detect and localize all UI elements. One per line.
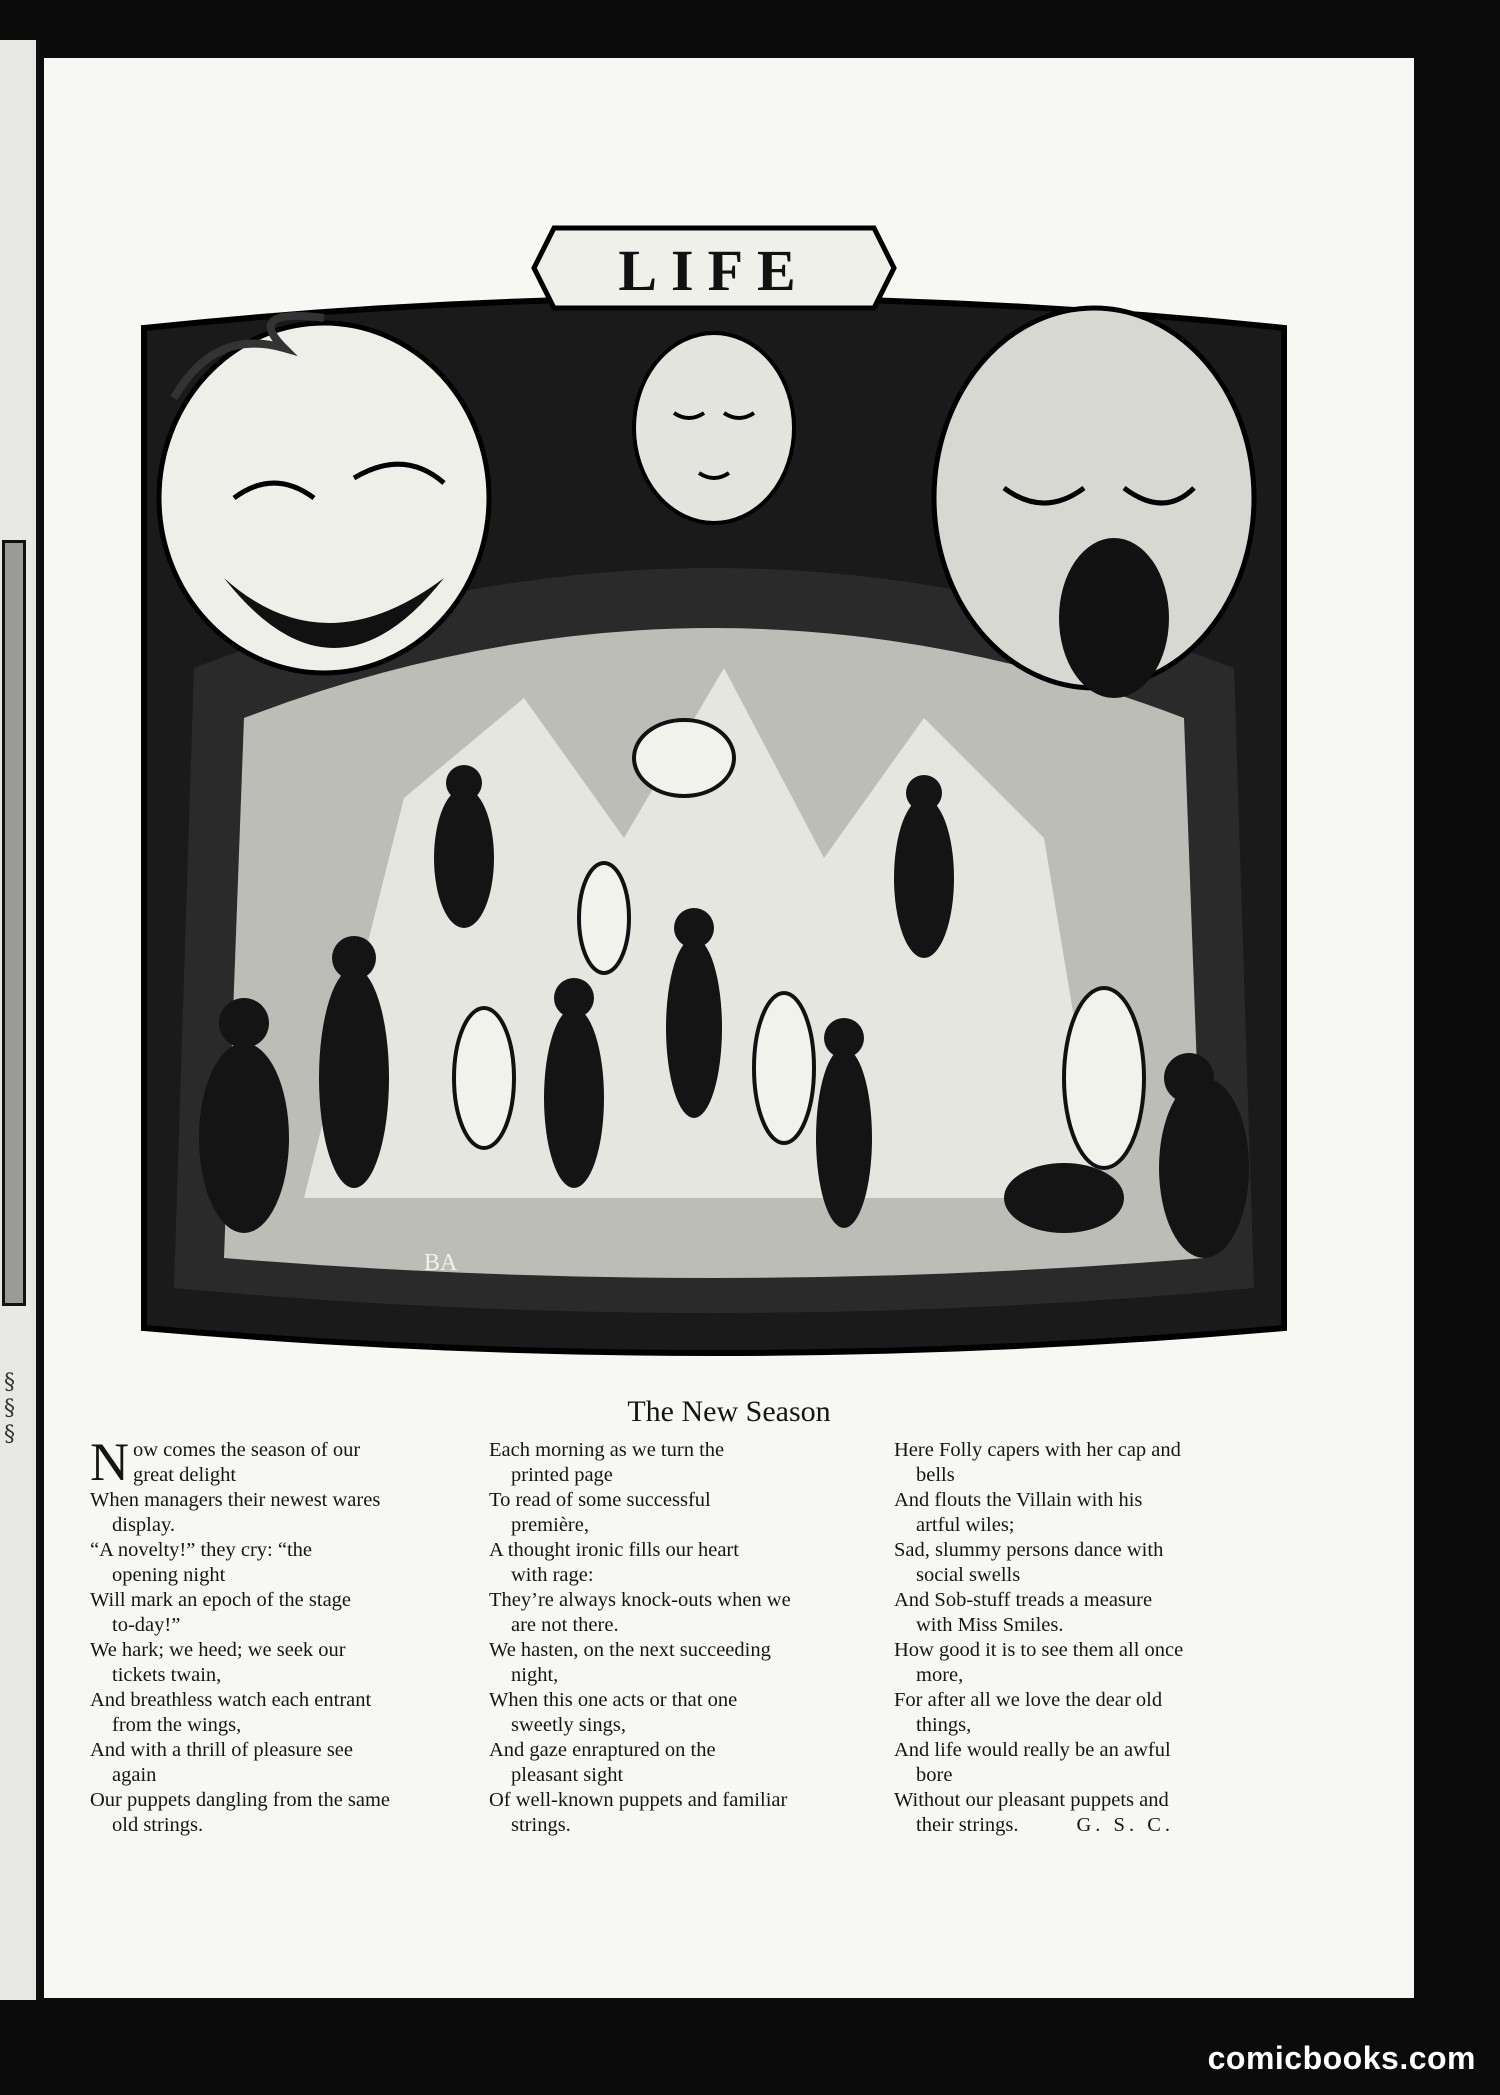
poem-column-3 <box>894 1438 1284 1838</box>
poem-line: We hasten, on the next succeeding <box>489 1639 771 1661</box>
poem-line: And Sob-stuff treads a measure <box>894 1589 1153 1611</box>
poem-line: printed page <box>511 1464 613 1486</box>
poem-line: bore <box>916 1764 953 1786</box>
poem-line: old strings. <box>112 1814 204 1836</box>
poem-line: pleasant sight <box>511 1764 624 1786</box>
poem-line: For after all we love the dear old <box>894 1689 1163 1711</box>
poem-line: night, <box>511 1664 559 1686</box>
poem-line: We hark; we heed; we seek our <box>90 1639 346 1661</box>
poem-line: to-day!” <box>112 1614 181 1636</box>
poem-line: strings. <box>511 1814 571 1836</box>
poem-line: their strings. <box>916 1814 1019 1836</box>
poem-line: When managers their newest wares <box>90 1489 381 1511</box>
drop-cap: N <box>90 1432 129 1492</box>
poem-line: with rage: <box>511 1564 594 1586</box>
poem-line: Will mark an epoch of the stage <box>90 1589 352 1611</box>
artist-monogram: BA <box>424 1250 458 1276</box>
poem-column-2 <box>489 1438 879 1838</box>
theater-stage-illustration <box>104 198 1324 1408</box>
poem-line: Our puppets dangling from the same <box>90 1789 391 1811</box>
poem-line: great delight <box>133 1464 237 1486</box>
previous-page-marks: § § § <box>4 1370 15 1447</box>
poem-line: And gaze enraptured on the <box>489 1739 716 1761</box>
poem-line: première, <box>511 1514 589 1536</box>
poem-line: Of well-known puppets and familiar <box>489 1789 788 1811</box>
poem-line: Each morning as we turn the <box>489 1439 725 1461</box>
poem-line: How good it is to see them all once <box>894 1639 1184 1661</box>
poem-line: A thought ironic fills our heart <box>489 1539 739 1561</box>
central-muse-face <box>634 333 794 523</box>
previous-page-illustration-strip <box>2 540 26 1306</box>
poem-line: are not there. <box>511 1614 619 1636</box>
poem-line: display. <box>112 1514 176 1536</box>
poem-line: To read of some successful <box>489 1489 711 1511</box>
watermark: comicbooks.com <box>1207 2040 1476 2076</box>
life-banner <box>534 228 894 308</box>
poem-title: The New Season <box>627 1395 831 1428</box>
poem-line: And with a thrill of pleasure see <box>90 1739 354 1761</box>
poem-line: from the wings, <box>112 1714 242 1736</box>
poem-line: ow comes the season of our <box>133 1439 361 1461</box>
poem-line: And flouts the Villain with his <box>894 1489 1143 1511</box>
poem-line: things, <box>916 1714 972 1736</box>
banner-title: LIFE <box>618 238 810 303</box>
poem-line: When this one acts or that one <box>489 1689 738 1711</box>
magazine-page <box>44 58 1414 1998</box>
poem-line: Without our pleasant puppets and <box>894 1789 1169 1811</box>
author-signature: G. S. C. <box>1076 1814 1175 1836</box>
previous-page-edge <box>0 40 39 2000</box>
comedy-mask <box>159 316 489 673</box>
poem-line: artful wiles; <box>916 1514 1015 1536</box>
poem-line: They’re always knock-outs when we <box>489 1589 791 1611</box>
poem-line-with-signature <box>894 1813 1284 1838</box>
poem-line: Here Folly capers with her cap and <box>894 1439 1181 1461</box>
poem-line: again <box>112 1764 157 1786</box>
poem-line: And breathless watch each entrant <box>90 1689 372 1711</box>
poem-line: social swells <box>916 1564 1021 1586</box>
poem-line: Sad, slummy persons dance with <box>894 1539 1164 1561</box>
poem-line: bells <box>916 1464 955 1486</box>
poem-line: more, <box>916 1664 964 1686</box>
poem-line: And life would really be an awful <box>894 1739 1171 1761</box>
poem-line: with Miss Smiles. <box>916 1614 1064 1636</box>
poem-line: opening night <box>112 1564 226 1586</box>
poem-line: sweetly sings, <box>511 1714 627 1736</box>
poem-column-1 <box>90 1432 480 1838</box>
poem-line: “A novelty!” they cry: “the <box>90 1539 312 1561</box>
poem-line: tickets twain, <box>112 1664 222 1686</box>
